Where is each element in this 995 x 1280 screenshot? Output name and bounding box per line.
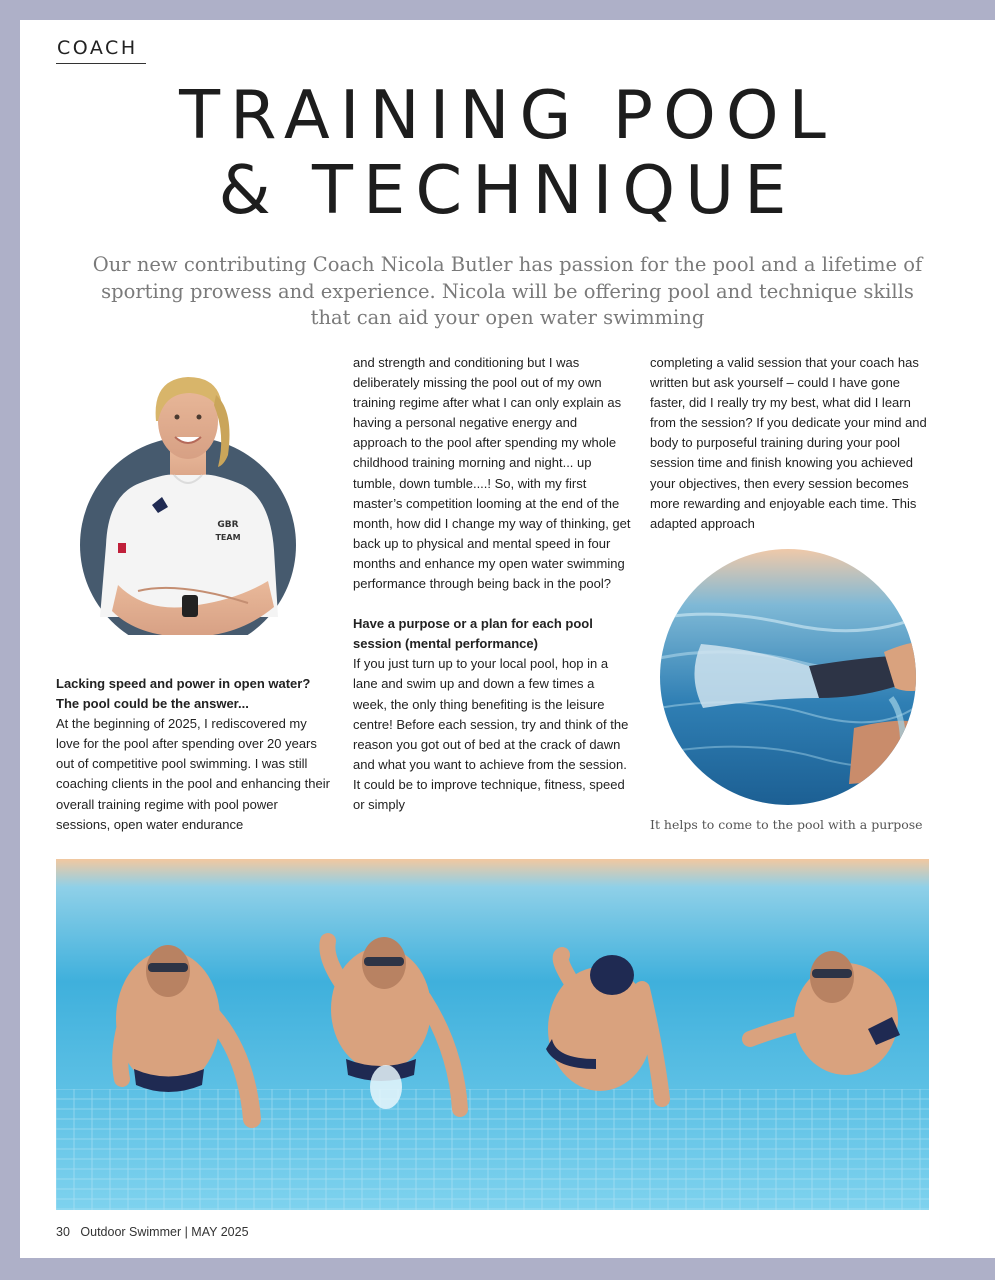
body-text: If you just turn up to your local pool, hop in a lane and swim up and down a few times a week, the only thing benefiting is the leisure centre! Before each session, try and think of the reason you got out of bed at the crack of dawn and what you want to achieve from the session. It could be to improve technique, fitness, speed or simply (353, 656, 629, 812)
section-underline (56, 63, 146, 64)
section-label: COACH (57, 37, 138, 59)
shirt-text-team: TEAM (215, 533, 241, 542)
coach-portrait (78, 355, 298, 635)
sequence-frame-4 (711, 859, 929, 1210)
standfirst: Our new contributing Coach Nicola Butler has passion for the pool and a lifetime of sporting prowess and experience. Nicola will be offering pool and technique skills that can aid your open water swimming (92, 253, 923, 329)
article-column-2 (353, 353, 631, 815)
article-column-1 (56, 674, 331, 835)
magazine-page (20, 20, 995, 1258)
subheading-purpose: Have a purpose or a plan for each pool session (mental performance) (353, 616, 593, 652)
page-footer (56, 1225, 249, 1239)
body-text: completing a valid session that your coach has written but ask yourself – could I have gone faster, did I really try my best, what did I learn from the session? If you dedicate your mind and body to purposeful training during your pool session time and finish knowing you achieved your objectives, then every session becomes more rewarding and enjoyable each time. This adapted approach (650, 355, 927, 531)
sequence-frame-2 (274, 859, 493, 1210)
body-text: and strength and conditioning but I was deliberately missing the pool out of my own training regime after what I can only explain as having a personal negative energy and approach to the pool after spending my whole childhood training morning and night... up tumble, down tumble....! So, with my first master’s competition looming at the end of the month, how did I change my way of thinking, get back up to physical and mental speed in four months and enhance my open water swimming performance through being back in the pool? (353, 355, 631, 592)
headline-line-2: & TECHNIQUE (218, 151, 797, 229)
sequence-frame-3 (493, 859, 711, 1210)
swim-fin-photo (659, 548, 917, 806)
page-number: 30 (56, 1225, 70, 1239)
article-column-3 (650, 353, 935, 534)
subheading-answer: The pool could be the answer... (56, 696, 249, 712)
photo-caption: It helps to come to the pool with a purpose (650, 817, 923, 832)
publication-info: Outdoor Swimmer | MAY 2025 (80, 1225, 249, 1239)
body-text: At the beginning of 2025, I rediscovered my love for the pool after spending over 20 years out of competitive pool swimming. I was still coaching clients in the pool and enhancing their overall training regime with pool power sessions, open water endurance (56, 716, 330, 832)
sequence-frame-1 (56, 859, 274, 1210)
shirt-text-gbr: GBR (217, 520, 239, 530)
subheading-speed: Lacking speed and power in open water? (56, 676, 311, 691)
headline-line-1: TRAINING POOL (179, 76, 836, 154)
freestyle-sequence-photos (56, 859, 929, 1210)
